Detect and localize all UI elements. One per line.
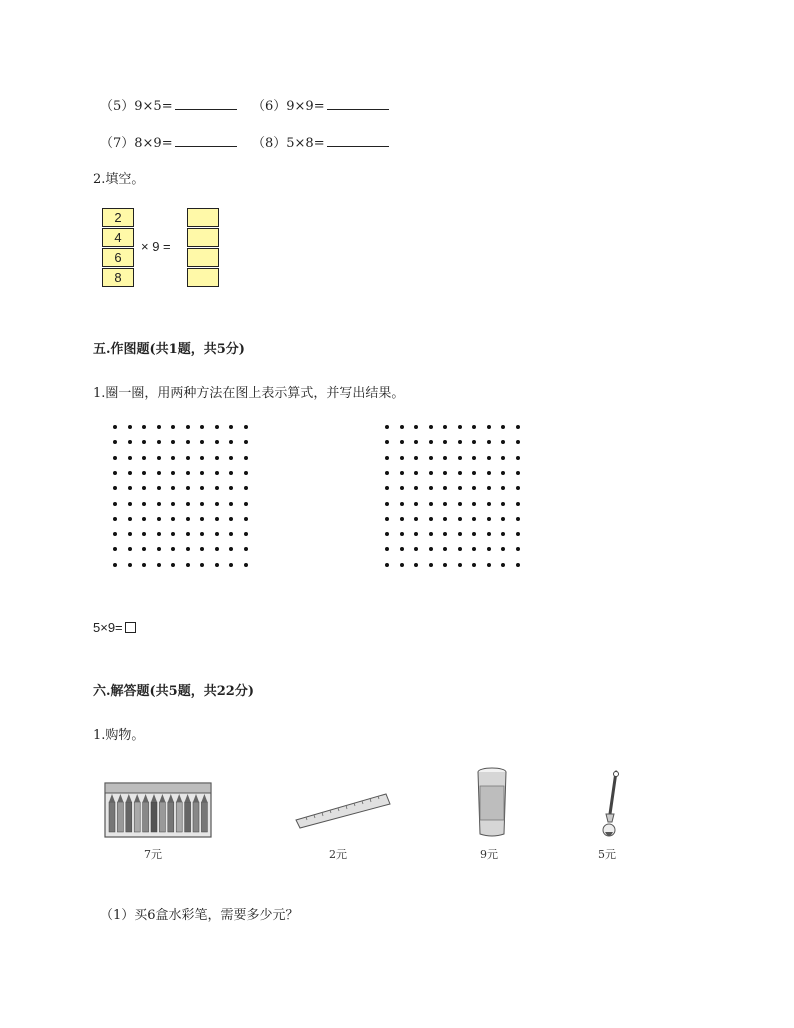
- grid-dot: [244, 440, 248, 444]
- grid-dot: [472, 547, 476, 551]
- answer-blank-7[interactable]: [175, 134, 237, 147]
- grid-dot: [200, 547, 204, 551]
- grid-dot: [429, 547, 433, 551]
- grid-dot: [142, 563, 146, 567]
- grid-dot: [516, 456, 520, 460]
- grid-dot: [414, 547, 418, 551]
- grid-dot: [171, 563, 175, 567]
- grid-dot: [244, 486, 248, 490]
- grid-dot: [200, 425, 204, 429]
- pen: [185, 802, 191, 832]
- grid-dot: [385, 517, 389, 521]
- grid-dot: [200, 456, 204, 460]
- grid-dot: [171, 425, 175, 429]
- grid-dot: [200, 517, 204, 521]
- grid-dot: [472, 502, 476, 506]
- grid-dot: [186, 425, 190, 429]
- fill-operator: × 9 =: [141, 239, 171, 254]
- grid-dot: [142, 547, 146, 551]
- grid-dot: [128, 563, 132, 567]
- grid-dot: [157, 532, 161, 536]
- grid-dot: [113, 532, 117, 536]
- grid-dot: [516, 532, 520, 536]
- grid-dot: [186, 471, 190, 475]
- section5-q1: 1.圈一圈，用两种方法在图上表示算式，并写出结果。: [93, 386, 405, 401]
- grid-dot: [142, 486, 146, 490]
- grid-dot: [128, 532, 132, 536]
- grid-dot: [472, 425, 476, 429]
- grid-dot: [443, 532, 447, 536]
- grid-dot: [142, 471, 146, 475]
- grid-dot: [429, 502, 433, 506]
- grid-dot: [128, 502, 132, 506]
- grid-dot: [215, 517, 219, 521]
- grid-dot: [229, 547, 233, 551]
- grid-dot: [385, 532, 389, 536]
- grid-dot: [186, 563, 190, 567]
- pen: [109, 802, 115, 832]
- grid-dot: [171, 440, 175, 444]
- grid-dot: [385, 471, 389, 475]
- fill-left-cell: 2: [102, 208, 134, 227]
- fill-left-cell: 6: [102, 248, 134, 267]
- section5-heading: 五.作图题(共1题，共5分): [93, 342, 245, 357]
- grid-dot: [487, 471, 491, 475]
- grid-dot: [215, 440, 219, 444]
- grid-dot: [171, 547, 175, 551]
- grid-dot: [113, 547, 117, 551]
- grid-dot: [400, 517, 404, 521]
- grid-dot: [487, 502, 491, 506]
- grid-dot: [458, 440, 462, 444]
- pen: [143, 802, 149, 832]
- grid-dot: [458, 486, 462, 490]
- grid-dot: [414, 563, 418, 567]
- grid-dot: [229, 440, 233, 444]
- price-cup: 9元: [480, 848, 498, 861]
- pen: [126, 802, 132, 832]
- grid-dot: [244, 425, 248, 429]
- grid-dot: [157, 456, 161, 460]
- grid-dot: [229, 425, 233, 429]
- grid-dot: [487, 563, 491, 567]
- price-ruler: 2元: [329, 848, 347, 861]
- item-8: [252, 132, 389, 151]
- grid-dot: [229, 517, 233, 521]
- grid-dot: [443, 471, 447, 475]
- grid-dot: [200, 486, 204, 490]
- grid-dot: [458, 425, 462, 429]
- grid-dot: [142, 425, 146, 429]
- grid-dot: [157, 471, 161, 475]
- price-paintbrush: 5元: [598, 848, 616, 861]
- pen: [176, 802, 182, 832]
- grid-dot: [171, 517, 175, 521]
- grid-dot: [414, 502, 418, 506]
- pen: [134, 802, 140, 832]
- grid-dot: [171, 456, 175, 460]
- dot-grid-left[interactable]: [113, 425, 253, 575]
- grid-dot: [385, 486, 389, 490]
- grid-dot: [501, 425, 505, 429]
- grid-dot: [458, 517, 462, 521]
- grid-dot: [244, 517, 248, 521]
- section6-heading: 六.解答题(共5题，共22分): [93, 684, 254, 699]
- grid-dot: [142, 517, 146, 521]
- grid-dot: [458, 471, 462, 475]
- grid-dot: [200, 502, 204, 506]
- grid-dot: [229, 502, 233, 506]
- grid-dot: [128, 517, 132, 521]
- grid-dot: [215, 471, 219, 475]
- grid-dot: [142, 532, 146, 536]
- grid-dot: [171, 532, 175, 536]
- grid-dot: [113, 563, 117, 567]
- grid-dot: [414, 425, 418, 429]
- grid-dot: [487, 440, 491, 444]
- grid-dot: [501, 532, 505, 536]
- grid-dot: [443, 502, 447, 506]
- grid-dot: [414, 440, 418, 444]
- grid-dot: [157, 425, 161, 429]
- grid-dot: [186, 517, 190, 521]
- item-5-label: （5）9×5=: [100, 99, 173, 114]
- grid-dot: [501, 456, 505, 460]
- item-7-label: （7）8×9=: [100, 136, 173, 151]
- grid-dot: [215, 532, 219, 536]
- grid-dot: [472, 517, 476, 521]
- grid-dot: [516, 425, 520, 429]
- grid-dot: [400, 440, 404, 444]
- grid-dot: [429, 563, 433, 567]
- grid-dot: [128, 456, 132, 460]
- grid-dot: [516, 486, 520, 490]
- grid-dot: [400, 425, 404, 429]
- grid-dot: [385, 502, 389, 506]
- grid-dot: [429, 517, 433, 521]
- fill-answer-cell[interactable]: [187, 268, 219, 287]
- price-watercolor-pens: 7元: [144, 848, 162, 861]
- answer-blank-6[interactable]: [327, 97, 389, 110]
- grid-dot: [516, 471, 520, 475]
- grid-dot: [429, 471, 433, 475]
- grid-dot: [157, 502, 161, 506]
- grid-dot: [171, 486, 175, 490]
- grid-dot: [128, 425, 132, 429]
- grid-dot: [472, 440, 476, 444]
- grid-dot: [200, 532, 204, 536]
- section6-sub-q1: （1）买6盒水彩笔，需要多少元？: [100, 908, 299, 923]
- grid-dot: [472, 532, 476, 536]
- fill-left-cell: 8: [102, 268, 134, 287]
- watercolor-pens-image: [104, 782, 212, 838]
- item-5: [100, 95, 237, 114]
- ruler-icon: [294, 790, 394, 830]
- grid-dot: [400, 486, 404, 490]
- grid-dot: [385, 440, 389, 444]
- grid-dot: [113, 456, 117, 460]
- grid-dot: [487, 532, 491, 536]
- grid-dot: [501, 517, 505, 521]
- grid-dot: [186, 547, 190, 551]
- grid-dot: [113, 486, 117, 490]
- cup-icon: [474, 766, 510, 840]
- grid-dot: [157, 563, 161, 567]
- section5-equation: [93, 620, 136, 635]
- grid-dot: [385, 563, 389, 567]
- grid-dot: [113, 440, 117, 444]
- grid-dot: [200, 471, 204, 475]
- grid-dot: [443, 456, 447, 460]
- pen: [201, 802, 207, 832]
- paintbrush-icon: [594, 770, 624, 840]
- answer-blank-8[interactable]: [327, 134, 389, 147]
- grid-dot: [244, 456, 248, 460]
- grid-dot: [200, 440, 204, 444]
- grid-dot: [414, 532, 418, 536]
- grid-dot: [458, 563, 462, 567]
- grid-dot: [200, 563, 204, 567]
- dot-grid-right[interactable]: [385, 425, 525, 575]
- grid-dot: [429, 425, 433, 429]
- grid-dot: [128, 440, 132, 444]
- grid-dot: [414, 456, 418, 460]
- grid-dot: [400, 563, 404, 567]
- fill-answer-cell[interactable]: [187, 248, 219, 267]
- grid-dot: [443, 486, 447, 490]
- grid-dot: [385, 425, 389, 429]
- grid-dot: [244, 502, 248, 506]
- grid-dot: [244, 563, 248, 567]
- grid-dot: [142, 502, 146, 506]
- cup-image: [474, 766, 510, 840]
- grid-dot: [142, 456, 146, 460]
- grid-dot: [472, 563, 476, 567]
- grid-dot: [229, 456, 233, 460]
- grid-dot: [157, 440, 161, 444]
- grid-dot: [171, 502, 175, 506]
- grid-dot: [487, 486, 491, 490]
- grid-dot: [229, 563, 233, 567]
- grid-dot: [443, 425, 447, 429]
- grid-dot: [472, 471, 476, 475]
- grid-dot: [186, 440, 190, 444]
- grid-dot: [157, 517, 161, 521]
- grid-dot: [385, 456, 389, 460]
- pen: [193, 802, 199, 832]
- grid-dot: [429, 440, 433, 444]
- item-6-label: （6）9×9=: [252, 99, 325, 114]
- grid-dot: [516, 563, 520, 567]
- grid-dot: [429, 532, 433, 536]
- grid-dot: [244, 471, 248, 475]
- grid-dot: [487, 456, 491, 460]
- item-6: [252, 95, 389, 114]
- grid-dot: [215, 425, 219, 429]
- grid-dot: [516, 502, 520, 506]
- grid-dot: [385, 547, 389, 551]
- grid-dot: [487, 425, 491, 429]
- paintbrush-image: [594, 770, 624, 840]
- grid-dot: [458, 532, 462, 536]
- grid-dot: [414, 486, 418, 490]
- grid-dot: [128, 486, 132, 490]
- grid-dot: [487, 547, 491, 551]
- grid-dot: [215, 547, 219, 551]
- grid-dot: [113, 425, 117, 429]
- fill-answer-cell[interactable]: [187, 208, 219, 227]
- grid-dot: [443, 563, 447, 567]
- grid-dot: [142, 440, 146, 444]
- grid-dot: [186, 502, 190, 506]
- grid-dot: [186, 486, 190, 490]
- q2-title: 2.填空。: [93, 172, 145, 187]
- fill-answer-cell[interactable]: [187, 228, 219, 247]
- pen: [117, 802, 123, 832]
- grid-dot: [516, 547, 520, 551]
- grid-dot: [229, 532, 233, 536]
- grid-dot: [472, 456, 476, 460]
- equation-text: 5×9=: [93, 620, 123, 635]
- grid-dot: [501, 471, 505, 475]
- grid-dot: [128, 547, 132, 551]
- grid-dot: [215, 502, 219, 506]
- grid-dot: [229, 486, 233, 490]
- grid-dot: [113, 517, 117, 521]
- watercolor-pens-icon: [104, 782, 212, 838]
- grid-dot: [157, 486, 161, 490]
- grid-dot: [400, 456, 404, 460]
- grid-dot: [443, 517, 447, 521]
- grid-dot: [458, 502, 462, 506]
- grid-dot: [400, 532, 404, 536]
- grid-dot: [113, 502, 117, 506]
- grid-dot: [215, 456, 219, 460]
- grid-dot: [458, 547, 462, 551]
- grid-dot: [215, 486, 219, 490]
- grid-dot: [186, 532, 190, 536]
- grid-dot: [472, 486, 476, 490]
- pen: [168, 802, 174, 832]
- grid-dot: [429, 486, 433, 490]
- grid-dot: [501, 486, 505, 490]
- grid-dot: [501, 502, 505, 506]
- grid-dot: [487, 517, 491, 521]
- item-8-label: （8）5×8=: [252, 136, 325, 151]
- grid-dot: [443, 547, 447, 551]
- grid-dot: [244, 547, 248, 551]
- pen: [151, 802, 157, 832]
- grid-dot: [429, 456, 433, 460]
- grid-dot: [400, 547, 404, 551]
- grid-dot: [414, 471, 418, 475]
- grid-dot: [244, 532, 248, 536]
- grid-dot: [113, 471, 117, 475]
- grid-dot: [458, 456, 462, 460]
- grid-dot: [501, 440, 505, 444]
- grid-dot: [171, 471, 175, 475]
- item-7: [100, 132, 237, 151]
- grid-dot: [414, 517, 418, 521]
- grid-dot: [501, 547, 505, 551]
- grid-dot: [186, 456, 190, 460]
- ruler-image: [294, 790, 394, 830]
- grid-dot: [128, 471, 132, 475]
- grid-dot: [501, 563, 505, 567]
- grid-dot: [400, 502, 404, 506]
- section6-q1-title: 1.购物。: [93, 728, 145, 743]
- fill-left-cell: 4: [102, 228, 134, 247]
- grid-dot: [516, 440, 520, 444]
- grid-dot: [443, 440, 447, 444]
- answer-blank-5[interactable]: [175, 97, 237, 110]
- grid-dot: [157, 547, 161, 551]
- grid-dot: [516, 517, 520, 521]
- pen: [159, 802, 165, 832]
- grid-dot: [229, 471, 233, 475]
- grid-dot: [400, 471, 404, 475]
- answer-box[interactable]: [125, 622, 136, 633]
- grid-dot: [215, 563, 219, 567]
